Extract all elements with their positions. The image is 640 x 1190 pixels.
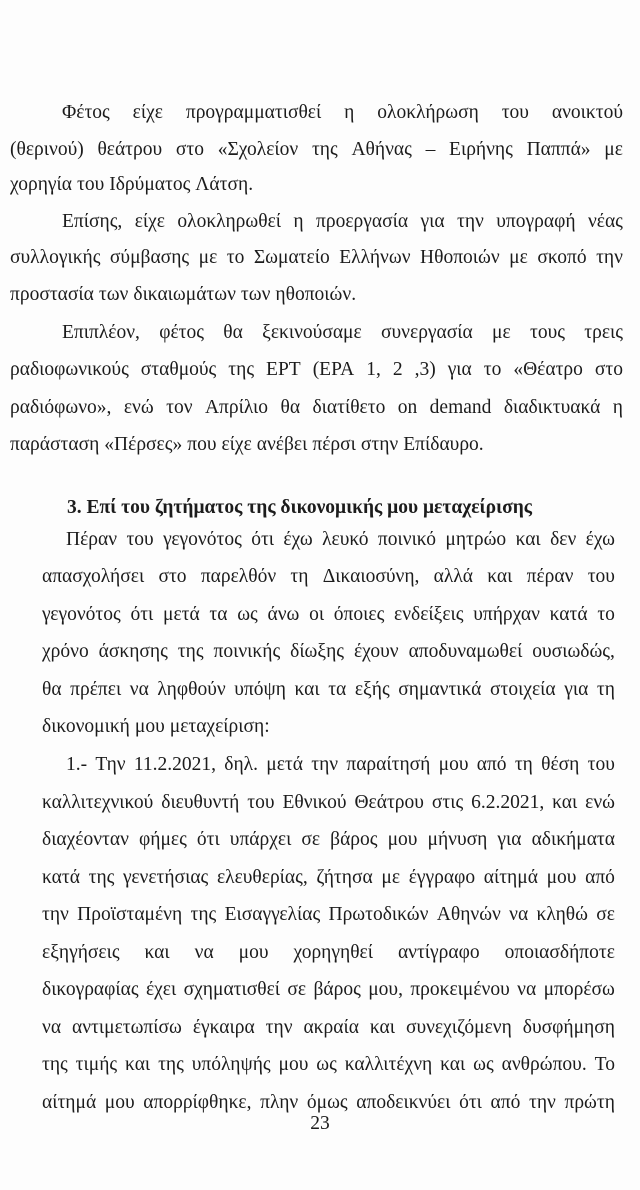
body-line: την Προϊσταμένη της Εισαγγελίας Πρωτοδικών Αθηνών να κληθώ σε bbox=[42, 904, 615, 925]
body-line: κατά της γενετήσιας ελευθερίας, ζήτησα με έγγραφο αίτημά μου από bbox=[42, 867, 615, 888]
body-line: απασχολήσει στο παρελθόν τη Δικαιοσύνη, αλλά και πέραν του bbox=[42, 566, 615, 587]
intro-line: προστασία των δικαιωμάτων των ηθοποιών. bbox=[10, 284, 357, 305]
body-line: καλλιτεχνικού διευθυντή του Εθνικού Θεάτρου στις 6.2.2021, και ενώ bbox=[42, 792, 615, 813]
intro-line: (θερινού) θεάτρου στο «Σχολείον της Αθήνας – Ειρήνης Παππά» με bbox=[10, 139, 623, 160]
intro-line: ραδιοφωνικούς σταθμούς της ΕΡΤ (ΕΡΑ 1, 2 ,3) για το «Θέατρο στο bbox=[10, 359, 623, 380]
body-line: δικογραφίας έχει σχηματισθεί σε βάρος μου, προκειμένου να μπορέσω bbox=[42, 979, 615, 1000]
page-number: 23 bbox=[310, 1113, 330, 1134]
body-line: της τιμής και της υπόληψής μου ως καλλιτέχνη και ως ανθρώπου. Το bbox=[42, 1054, 615, 1075]
intro-line: ραδιόφωνο», ενώ τον Απρίλιο θα διατίθετο on demand διαδικτυακά η bbox=[10, 397, 623, 418]
body-line: χρόνο άσκησης της ποινικής δίωξης έχουν αποδυναμωθεί ουσιωδώς, bbox=[42, 641, 615, 662]
body-line: εξηγήσεις και να μου χορηγηθεί αντίγραφο οποιασδήποτε bbox=[42, 942, 615, 963]
intro-line: χορηγία του Ιδρύματος Λάτση. bbox=[10, 174, 254, 195]
body-line: να αντιμετωπίσω έγκαιρα την ακραία και συνεχιζόμενη δυσφήμηση bbox=[42, 1017, 615, 1038]
body-line: θα πρέπει να ληφθούν υπόψη και τα εξής σημαντικά στοιχεία για τη bbox=[42, 679, 615, 700]
intro-line: συλλογικής σύμβασης με το Σωματείο Ελλήνων Ηθοποιών με σκοπό την bbox=[10, 247, 623, 268]
intro-line: Επίσης, είχε ολοκληρωθεί η προεργασία για την υπογραφή νέας bbox=[62, 211, 623, 232]
body-line: Πέραν του γεγονότος ότι έχω λευκό ποινικό μητρώο και δεν έχω bbox=[66, 529, 615, 550]
intro-line: Φέτος είχε προγραμματισθεί η ολοκλήρωση του ανοικτού bbox=[62, 102, 623, 123]
section-heading: 3. Επί του ζητήματος της δικονομικής μου μεταχείρισης bbox=[67, 497, 532, 518]
intro-line: Επιπλέον, φέτος θα ξεκινούσαμε συνεργασία με τους τρεις bbox=[62, 322, 623, 343]
intro-line: παράσταση «Πέρσες» που είχε ανέβει πέρσι στην Επίδαυρο. bbox=[10, 434, 484, 455]
body-line: διαχέονταν φήμες ότι υπάρχει σε βάρος μου μήνυση για αδικήματα bbox=[42, 829, 615, 850]
body-line: αίτημά μου απορρίφθηκε, πλην όμως αποδεικνύει ότι από την πρώτη bbox=[42, 1092, 615, 1113]
body-line: 1.- Την 11.2.2021, δηλ. μετά την παραίτησή μου από τη θέση του bbox=[66, 754, 615, 775]
body-line: γεγονότος ότι μετά τα ως άνω οι όποιες ενδείξεις υπήρχαν κατά το bbox=[42, 604, 615, 625]
body-line: δικονομική μου μεταχείριση: bbox=[42, 716, 270, 737]
